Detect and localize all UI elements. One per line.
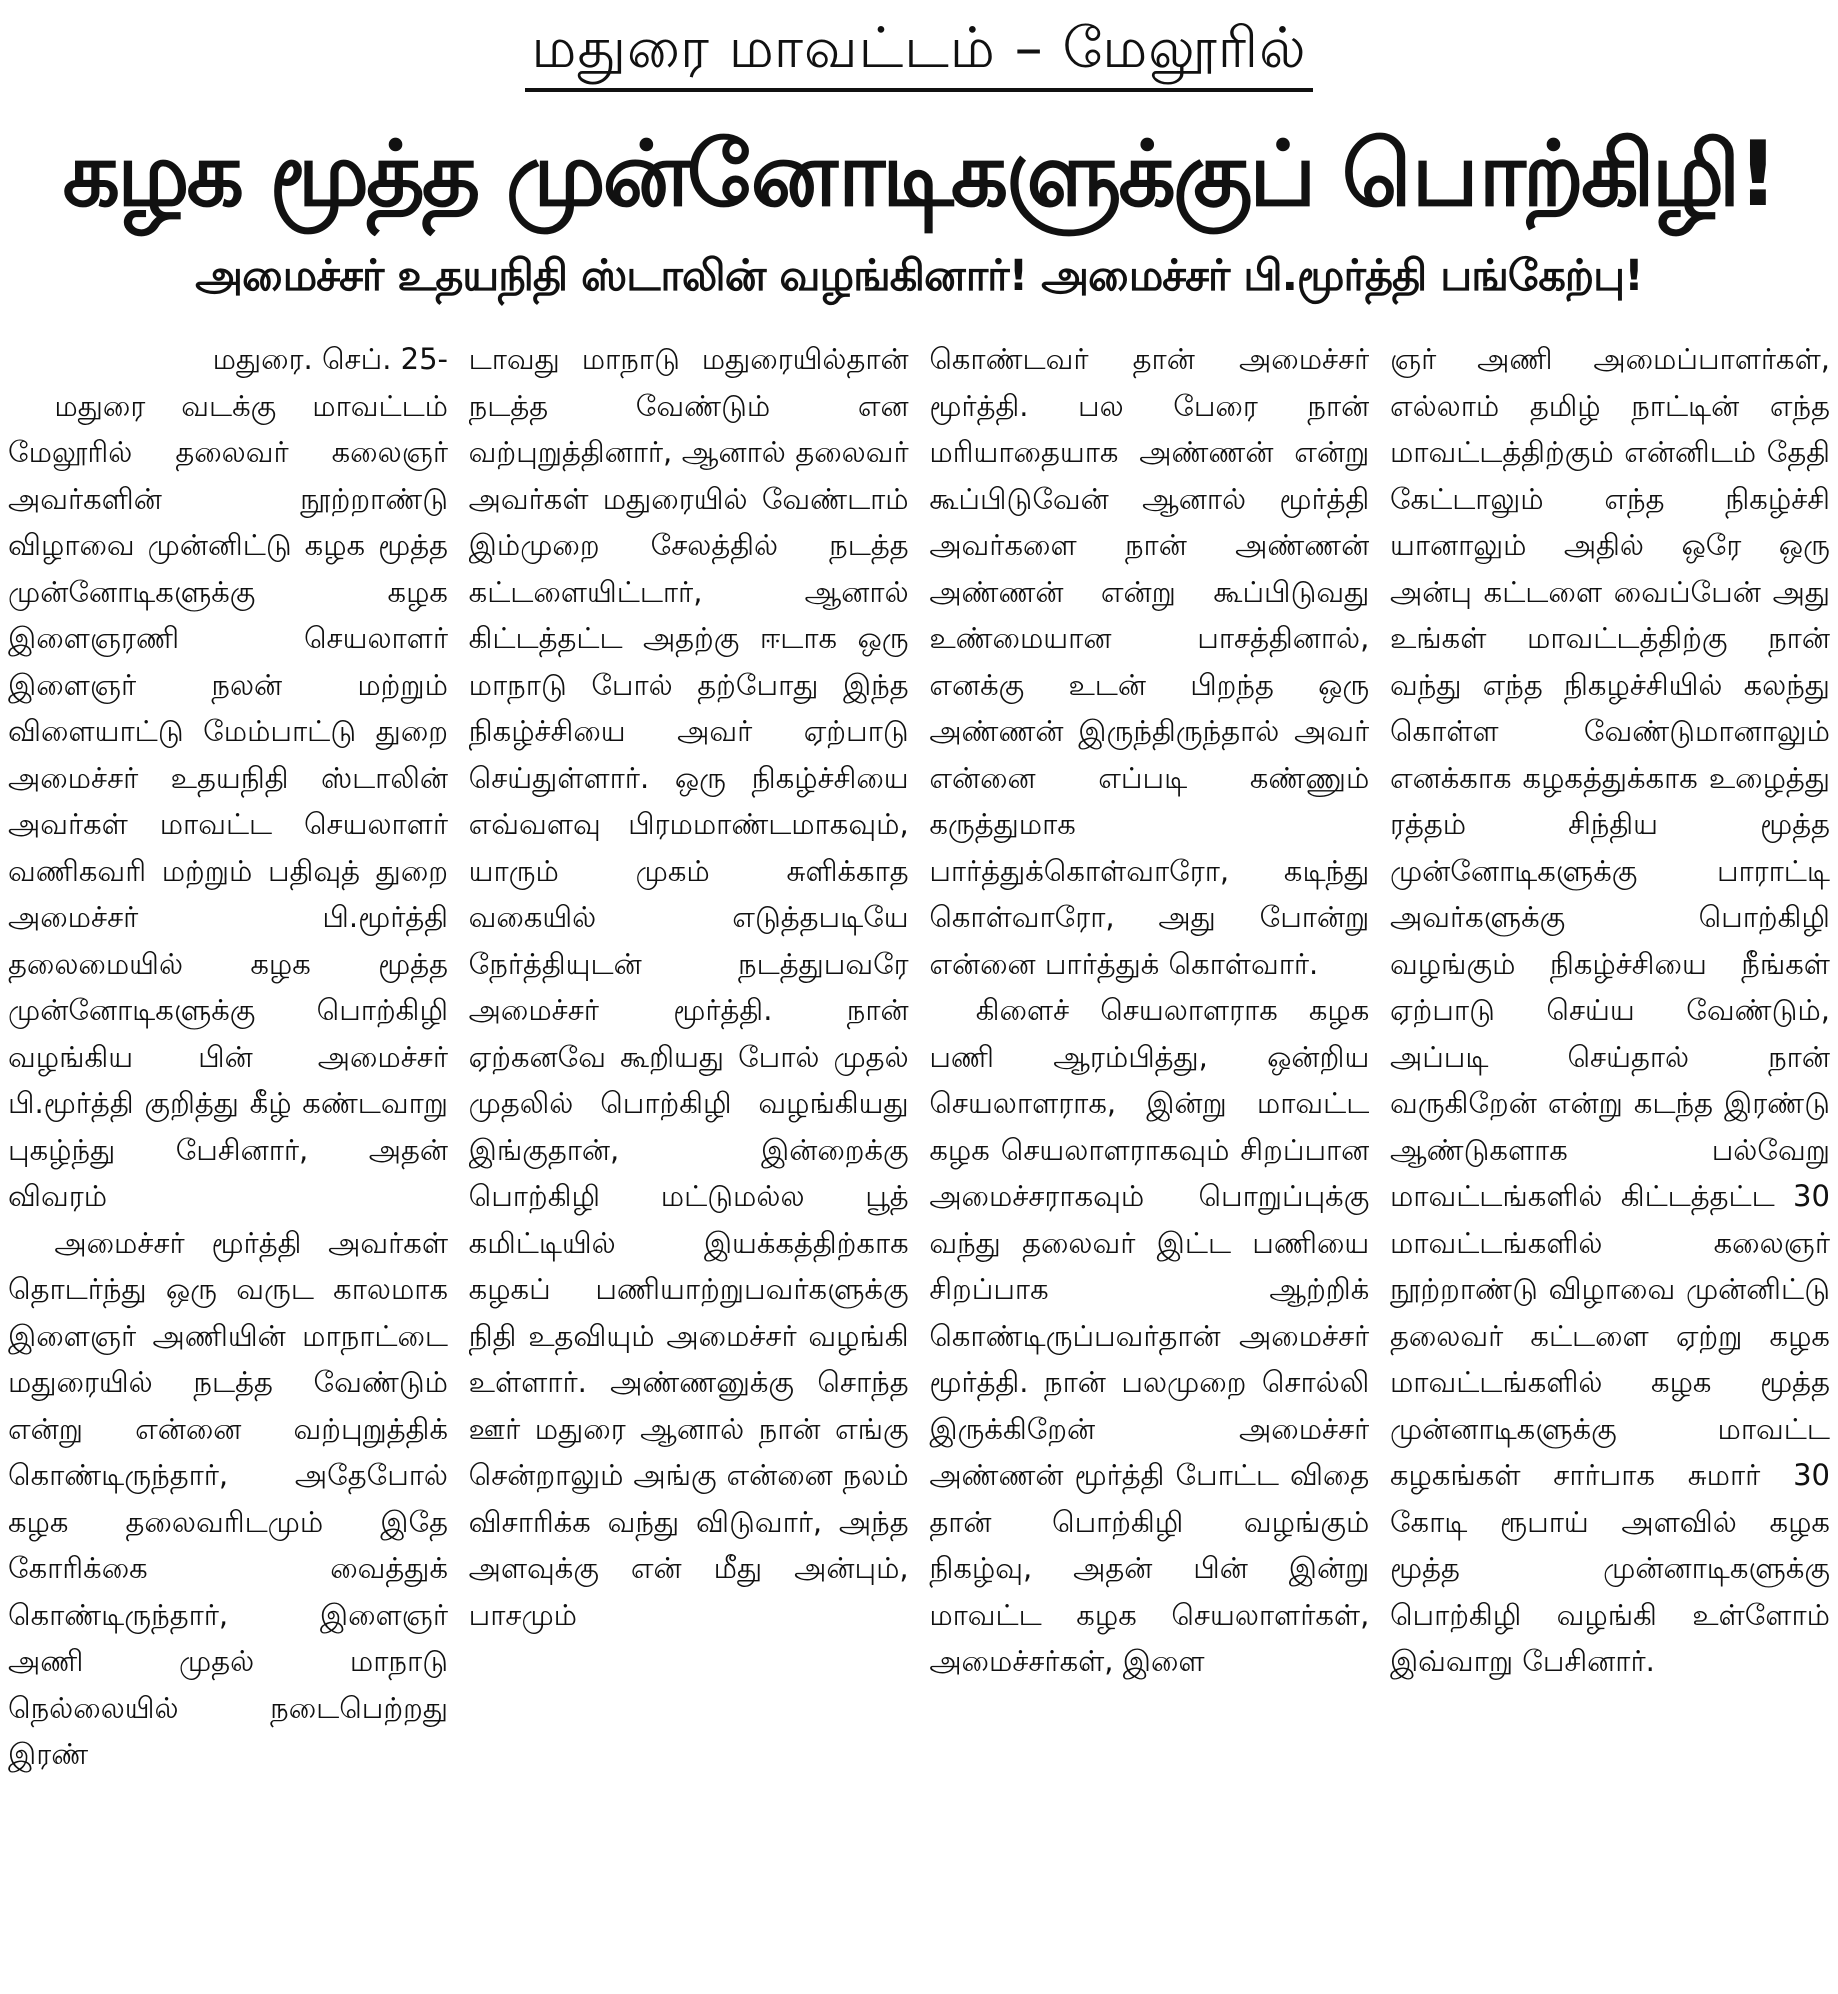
paragraph: கிளைச் செயலாளராக கழக பணி ஆரம்பித்து, ஒன்றிய செயலாளராக, இன்று மாவட்ட கழக செயலாளராகவும் சிறப்பான அமைச்சராகவும் பொறுப்புக்கு வந்து தலைவர் இட்ட பணியை சிறப்பாக ஆற்றிக் கொண்டிருப்பவர்தான் அமைச்சர் மூர்த்தி. நான் பலமுறை சொல்லி இருக்கிறேன் அமைச்சர் அண்ணன் மூர்த்தி போட்ட விதை தான் பொற்கிழி வழங்கும் நிகழ்வு, அதன் பின் இன்று மாவட்ட கழக செயலாளர்கள், அமைச்சர்கள், இளை: [929, 993, 1370, 1678]
article-column-1: [8, 336, 448, 1986]
article-column-3: [929, 336, 1369, 1986]
paragraph: ஞர் அணி அமைப்பாளர்கள், எல்லாம் தமிழ் நாட்டின் எந்த மாவட்டத்திற்கும் என்னிடம் தேதி கேட்டாலும் எந்த நிகழ்ச்சி யானாலும் அதில் ஒரே ஒரு அன்பு கட்டளை வைப்பேன் அது உங்கள் மாவட்டத்திற்கு நான் வந்து எந்த நிகழச்சியில் கலந்து கொள்ள வேண்டுமானாலும் எனக்காக கழகத்துக்காக உழைத்து ரத்தம் சிந்திய மூத்த முன்னோடிகளுக்கு பாராட்டி அவர்களுக்கு பொற்கிழி வழங்கும் நிகழ்ச்சியை நீங்கள் ஏற்பாடு செய்ய வேண்டும், அப்படி செய்தால் நான் வருகிறேன் என்று கடந்த இரண்டு ஆண்டுகளாக பல்வேறு மாவட்டங்களில் கிட்டத்தட்ட 30 மாவட்டங்களில் கலைஞர் நூற்றாண்டு விழாவை முன்னிட்டு தலைவர் கட்டளை ஏற்று கழக மாவட்டங்களில் கழக மூத்த முன்னாடிகளுக்கு மாவட்ட கழகங்கள் சார்பாக சுமார் 30 கோடி ரூபாய் அளவில் கழக மூத்த முன்னாடிகளுக்கு பொற்கிழி வழங்கி உள்ளோம் இவ்வாறு பேசினார்.: [1389, 342, 1830, 1678]
article-body: [8, 336, 1830, 1986]
paragraph: டாவது மாநாடு மதுரையில்தான் நடத்த வேண்டும் என வற்புறுத்தினார், ஆனால் தலைவர் அவர்கள் மதுரையில் வேண்டாம் இம்முறை சேலத்தில் நடத்த கட்டளையிட்டார், ஆனால் கிட்டத்தட்ட அதற்கு ஈடாக ஒரு மாநாடு போல் தற்போது இந்த நிகழ்ச்சியை அவர் ஏற்பாடு செய்துள்ளார். ஒரு நிகழ்ச்சியை எவ்வளவு பிரமமாண்டமாகவும், யாரும் முகம் சுளிக்காத வகையில் எடுத்தபடியே நேர்த்தியுடன் நடத்துபவரே அமைச்சர் மூர்த்தி. நான் ஏற்கனவே கூறியது போல் முதல் முதலில் பொற்கிழி வழங்கியது இங்குதான், இன்றைக்கு பொற்கிழி மட்டுமல்ல பூத் கமிட்டியில் இயக்கத்திற்காக கழகப் பணியாற்றுபவர்களுக்கு நிதி உதவியும் அமைச்சர் வழங்கி உள்ளார். அண்ணனுக்கு சொந்த ஊர் மதுரை ஆனால் நான் எங்கு சென்றாலும் அங்கு என்னை நலம் விசாரிக்க வந்து விடுவார், அந்த அளவுக்கு என் மீது அன்பும், பாசமும்: [468, 342, 909, 1632]
article-column-2: [469, 336, 909, 1986]
paragraph: கொண்டவர் தான் அமைச்சர் மூர்த்தி. பல பேரை நான் மரியாதையாக அண்ணன் என்று கூப்பிடுவேன் ஆனால் மூர்த்தி அவர்களை நான் அண்ணன் அண்ணன் என்று கூப்பிடுவது உண்மையான பாசத்தினால், எனக்கு உடன் பிறந்த ஒரு அண்ணன் இருந்திருந்தால் அவர் என்னை எப்படி கண்ணும் கருத்துமாக பார்த்துக்கொள்வாரோ, கடிந்து கொள்வாரோ, அது போன்று என்னை பார்த்துக் கொள்வார்.: [929, 342, 1370, 981]
kicker-location: மதுரை மாவட்டம் – மேலூரில்: [525, 12, 1312, 92]
dateline: மதுரை. செப். 25-: [212, 342, 448, 376]
paragraph: மதுரை வடக்கு மாவட்டம் மேலூரில் தலைவர் கலைஞர் அவர்களின் நூற்றாண்டு விழாவை முன்னிட்டு கழக மூத்த முன்னோடிகளுக்கு கழக இளைஞரணி செயலாளர் இளைஞர் நலன் மற்றும் விளையாட்டு மேம்பாட்டு துறை அமைச்சர் உதயநிதி ஸ்டாலின் அவர்கள் மாவட்ட செயலாளர் வணிகவரி மற்றும் பதிவுத் துறை அமைச்சர் பி.மூர்த்தி தலைமையில் கழக மூத்த முன்னோடிகளுக்கு பொற்கிழி வழங்கிய பின் அமைச்சர் பி.மூர்த்தி குறித்து கீழ் கண்டவாறு புகழ்ந்து பேசினார், அதன் விவரம்: [8, 388, 448, 1213]
article-column-4: [1390, 336, 1830, 1986]
kicker-container: [0, 12, 1838, 92]
headline: கழக மூத்த முன்னோடிகளுக்குப் பொற்கிழி!: [62, 122, 1776, 227]
paragraph: அமைச்சர் மூர்த்தி அவர்கள் தொடர்ந்து ஒரு வருட காலமாக இளைஞர் அணியின் மாநாட்டை மதுரையில் நடத்த வேண்டும் என்று என்னை வற்புறுத்திக் கொண்டிருந்தார், அதேபோல் கழக தலைவரிடமும் இதே கோரிக்கை வைத்துக் கொண்டிருந்தார், இளைஞர் அணி முதல் மாநாடு நெல்லையில் நடைபெற்றது இரண்: [8, 1225, 448, 1771]
subheadline: அமைச்சர் உதயநிதி ஸ்டாலின் வழங்கினார்! அமைச்சர் பி.மூர்த்தி பங்கேற்பு!: [195, 251, 1643, 301]
